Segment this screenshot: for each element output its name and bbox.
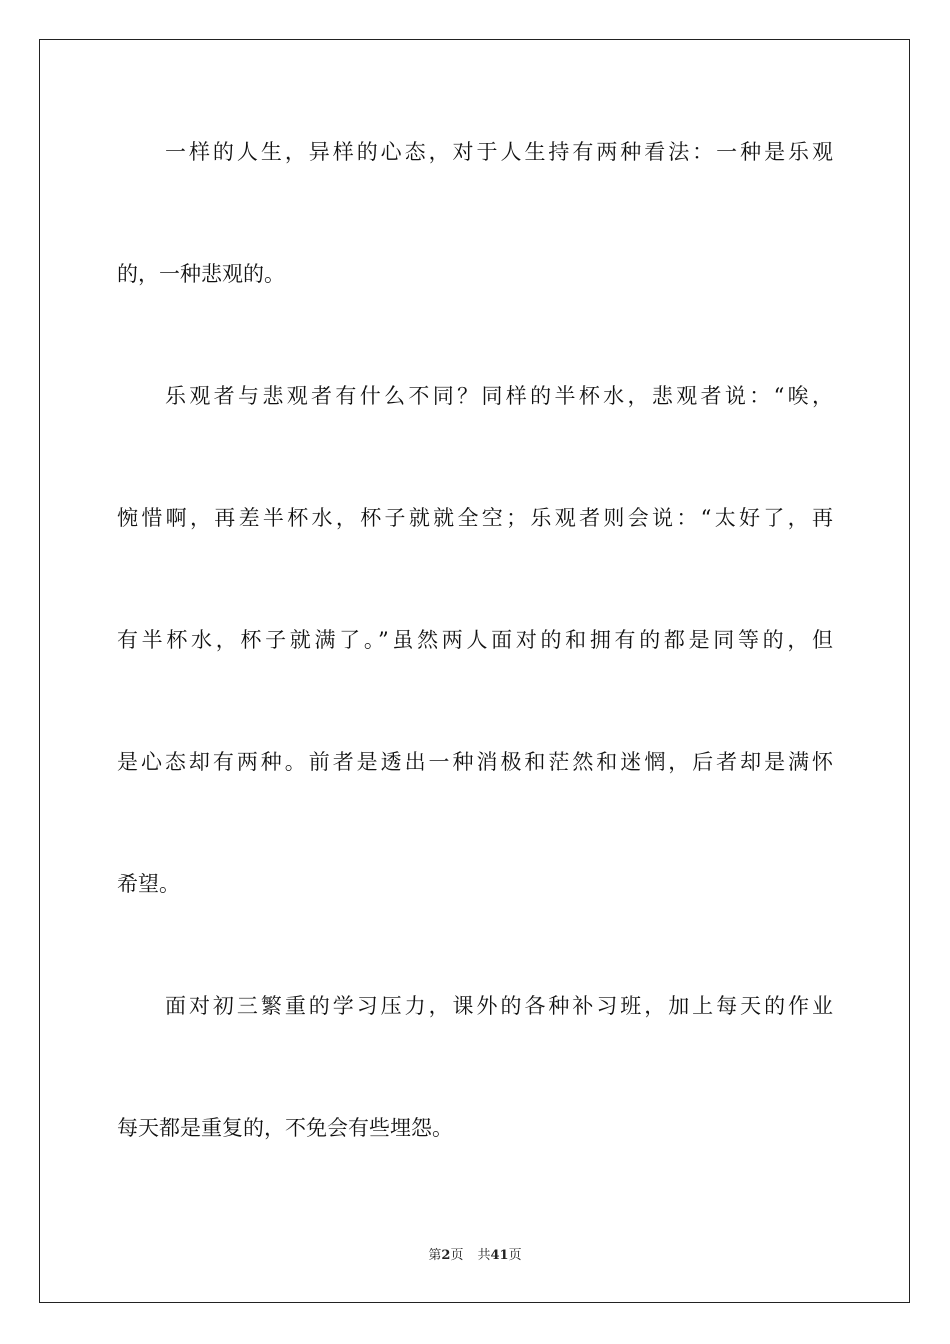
paragraph-line: 有半杯水，杯子就满了。”虽然两人面对的和拥有的都是同等的，但	[117, 628, 833, 652]
paragraph-line: 一样的人生，异样的心态，对于人生持有两种看法：一种是乐观	[165, 140, 833, 164]
page-suffix: 页	[450, 1248, 464, 1263]
document-body	[117, 122, 833, 1159]
line-spacer	[117, 671, 833, 732]
line-spacer	[117, 305, 833, 366]
line-spacer	[117, 793, 833, 854]
total-prefix: 共	[477, 1248, 491, 1263]
line-spacer	[117, 427, 833, 488]
paragraph-line: 每天都是重复的，不免会有些埋怨。	[117, 1116, 453, 1140]
paragraph-line: 的，一种悲观的。	[117, 262, 285, 286]
paragraph-line: 是心态却有两种。前者是透出一种消极和茫然和迷惘，后者却是满怀	[117, 750, 833, 774]
paragraph-line: 面对初三繁重的学习压力，课外的各种补习班，加上每天的作业	[165, 994, 833, 1018]
paragraph-line: 惋惜啊，再差半杯水，杯子就就全空；乐观者则会说：“太好了，再	[117, 506, 833, 530]
page-number: 2	[441, 1248, 451, 1263]
total-pages: 41	[490, 1248, 509, 1263]
page-prefix: 第	[428, 1248, 442, 1263]
page-footer	[0, 1246, 950, 1266]
line-spacer	[117, 549, 833, 610]
line-spacer	[117, 1037, 833, 1098]
line-spacer	[117, 915, 833, 976]
paragraph-line: 希望。	[117, 872, 180, 896]
line-spacer	[117, 183, 833, 244]
total-suffix: 页	[508, 1248, 522, 1263]
paragraph-line: 乐观者与悲观者有什么不同？同样的半杯水，悲观者说：“唉，	[165, 384, 833, 408]
